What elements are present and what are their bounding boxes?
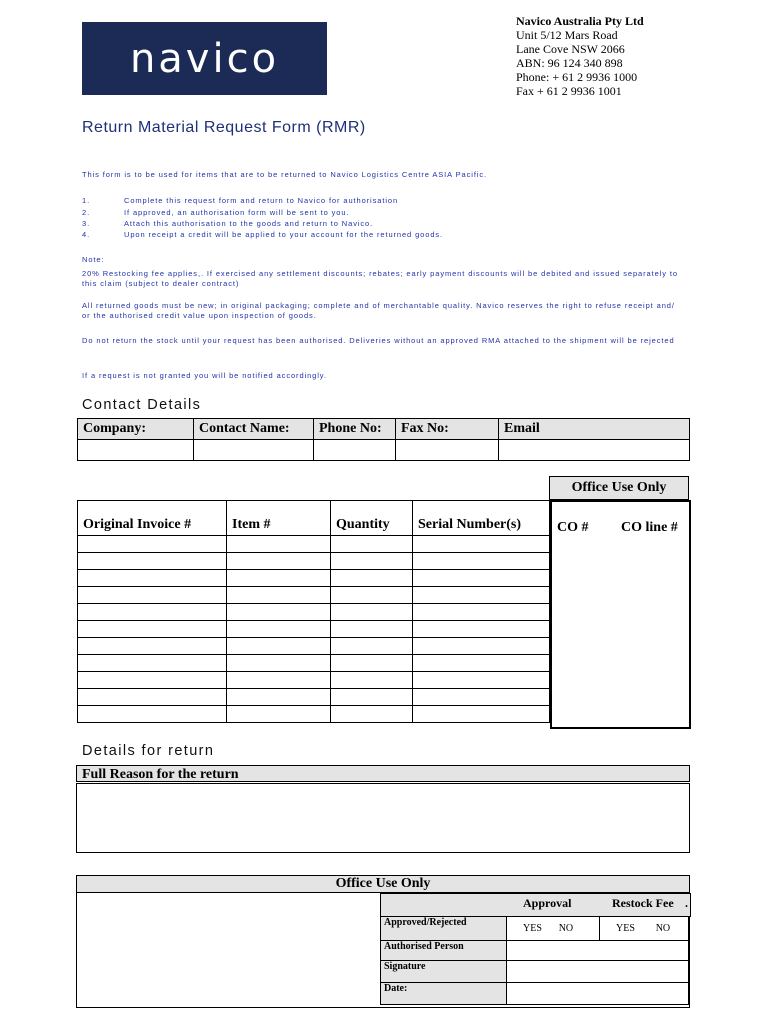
details-heading: Details for return [82,743,215,759]
serial-cell[interactable] [413,570,550,587]
reason-textarea[interactable] [76,783,690,853]
date-label: Date: [381,983,507,1005]
items-office-use-header: Office Use Only [549,476,689,500]
item-cell[interactable] [227,638,331,655]
items-header-item: Item # [227,501,331,536]
intro-text: This form is to be used for items that are to be returned to Navico Logistics Centre ASIA Pacific. [82,170,488,179]
restock-no[interactable]: NO [655,923,671,934]
phone-field[interactable] [314,440,396,461]
steps-list [0,196,768,246]
invoice-cell[interactable] [78,536,227,553]
serial-cell[interactable] [413,638,550,655]
item-row [78,570,550,587]
co-line-label: CO line # [621,520,678,535]
item-cell[interactable] [227,655,331,672]
note-condition: All returned goods must be new; in original packaging; complete and of merchantable quality. Navico reserves the right to refuse receipt and/ or the authorised credit value upon inspection of goods. [82,301,675,320]
quantity-cell[interactable] [331,553,413,570]
phone-line: Phone: + 61 2 9936 1000 [516,70,638,84]
page-title: Return Material Request Form (RMR) [82,119,366,136]
signature-field[interactable] [507,961,689,983]
items-header-serial: Serial Number(s) [413,501,550,536]
item-row [78,621,550,638]
invoice-cell[interactable] [78,553,227,570]
invoice-cell[interactable] [78,570,227,587]
step-text: Attach this authorisation to the goods and return to Navico. [124,219,374,228]
step-number: 3. [82,219,91,228]
quantity-cell[interactable] [331,706,413,723]
invoice-cell[interactable] [78,706,227,723]
items-header-invoice: Original Invoice # [78,501,227,536]
invoice-cell[interactable] [78,604,227,621]
contact-header-company: Company: [78,419,194,440]
approval-table [380,916,689,1005]
invoice-cell[interactable] [78,587,227,604]
company-field[interactable] [78,440,194,461]
quantity-cell[interactable] [331,621,413,638]
invoice-cell[interactable] [78,672,227,689]
fax-line: Fax + 61 2 9936 1001 [516,84,622,98]
contact-header-phone: Phone No: [314,419,396,440]
reason-label: Full Reason for the return [76,765,690,782]
contact-name-field[interactable] [194,440,314,461]
item-cell[interactable] [227,553,331,570]
fax-field[interactable] [396,440,499,461]
address-line: Lane Cove NSW 2066 [516,42,625,56]
step-text: If approved, an authorisation form will be sent to you. [124,208,350,217]
note-restocking: 20% Restocking fee applies,. If exercised any settlement discounts; rebates; early payment discounts will be debited and issued separately to this claim (subject to dealer contract) [82,269,678,288]
item-row [78,638,550,655]
invoice-cell[interactable] [78,638,227,655]
step-number: 1. [82,196,91,205]
office-use-heading: Office Use Only [76,875,690,893]
approval-no[interactable]: NO [558,923,574,934]
co-office-box[interactable] [550,500,691,729]
item-cell[interactable] [227,621,331,638]
step-number: 2. [82,208,91,217]
date-field[interactable] [507,983,689,1005]
contact-details-heading: Contact Details [82,397,202,413]
logo-text: navico [129,35,280,82]
serial-cell[interactable] [413,689,550,706]
item-row [78,706,550,723]
contact-table [77,418,690,461]
serial-cell[interactable] [413,672,550,689]
co-number-label: CO # [557,520,589,535]
serial-cell[interactable] [413,587,550,604]
authorised-person-label: Authorised Person [381,941,507,961]
contact-header-name: Contact Name: [194,419,314,440]
step-text: Upon receipt a credit will be applied to your account for the returned goods. [124,230,444,239]
contact-header-email: Email [499,419,690,440]
quantity-cell[interactable] [331,536,413,553]
item-cell[interactable] [227,706,331,723]
item-row [78,553,550,570]
restock-yes-no[interactable] [600,917,689,941]
email-field[interactable] [499,440,690,461]
invoice-cell[interactable] [78,655,227,672]
abn-line: ABN: 96 124 340 898 [516,56,623,70]
item-row [78,536,550,553]
quantity-cell[interactable] [331,604,413,621]
signature-label: Signature [381,961,507,983]
step-text: Complete this request form and return to Navico for authorisation [124,196,399,205]
quantity-cell[interactable] [331,638,413,655]
approval-yes-no[interactable] [507,917,600,941]
items-header-quantity: Quantity [331,501,413,536]
company-address [516,14,644,98]
quantity-cell[interactable] [331,689,413,706]
note-authorisation: Do not return the stock until your request has been authorised. Deliveries without an approved RMA attached to the shipment will be rejected [82,336,675,345]
item-cell[interactable] [227,672,331,689]
contact-header-fax: Fax No: [396,419,499,440]
serial-cell[interactable] [413,655,550,672]
serial-cell[interactable] [413,553,550,570]
item-cell[interactable] [227,689,331,706]
item-row [78,587,550,604]
approval-yes[interactable]: YES [523,923,542,934]
item-row [78,655,550,672]
quantity-cell[interactable] [331,672,413,689]
restock-fee-label: Restock Fee [612,896,674,910]
quantity-cell[interactable] [331,655,413,672]
item-cell[interactable] [227,604,331,621]
restock-fee-dot: . [685,896,688,910]
items-table [77,500,550,723]
approval-label: Approval [523,896,572,910]
note-label: Note: [82,255,105,264]
quantity-cell[interactable] [331,570,413,587]
serial-cell[interactable] [413,706,550,723]
address-line: Unit 5/12 Mars Road [516,28,618,42]
authorised-person-field[interactable] [507,941,689,961]
item-row [78,604,550,621]
item-row [78,672,550,689]
serial-cell[interactable] [413,621,550,638]
approval-header-row [380,893,691,917]
serial-cell[interactable] [413,536,550,553]
item-cell[interactable] [227,587,331,604]
serial-cell[interactable] [413,604,550,621]
step-number: 4. [82,230,91,239]
item-cell[interactable] [227,570,331,587]
navico-logo [82,22,327,95]
quantity-cell[interactable] [331,587,413,604]
approved-rejected-label: Approved/Rejected [381,917,507,941]
item-cell[interactable] [227,536,331,553]
note-not-granted: If a request is not granted you will be notified accordingly. [82,371,327,380]
restock-yes[interactable]: YES [616,923,635,934]
company-name: Navico Australia Pty Ltd [516,14,644,28]
item-row [78,689,550,706]
invoice-cell[interactable] [78,689,227,706]
invoice-cell[interactable] [78,621,227,638]
